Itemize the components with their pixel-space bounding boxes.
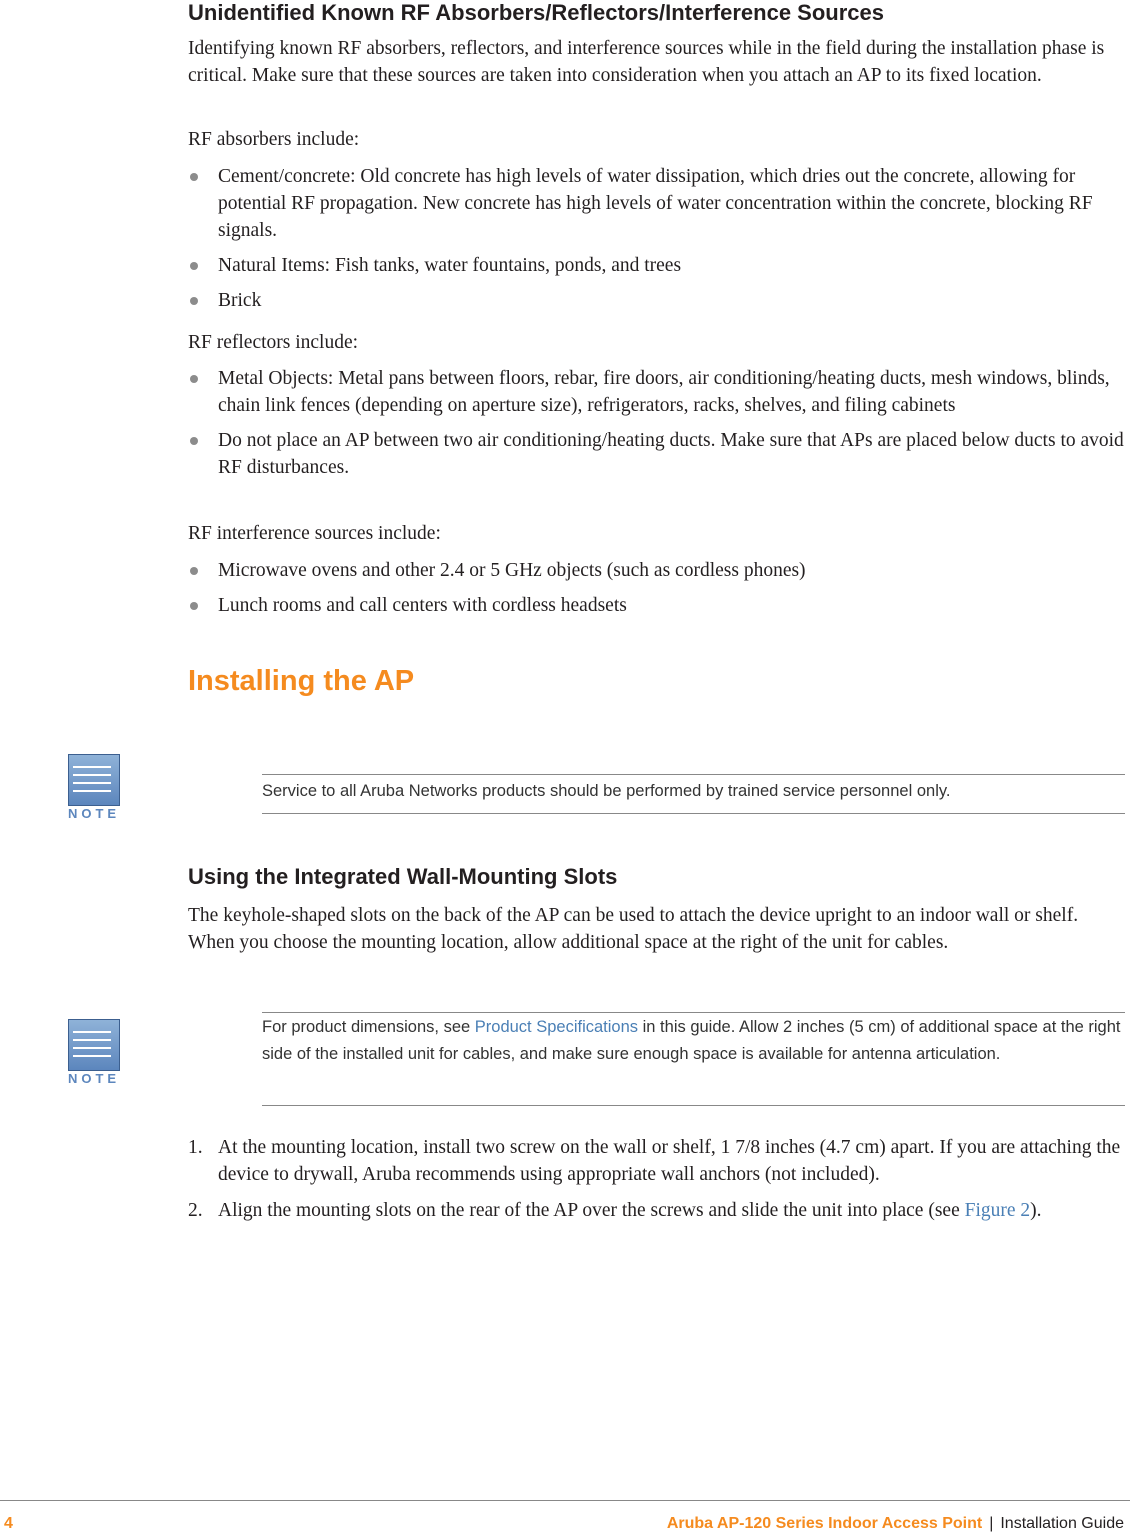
footer-doc-title: Aruba AP-120 Series Indoor Access Point | Installation Guide [666, 1515, 1124, 1532]
note-icon: NOTE [66, 1019, 122, 1089]
section-heading-wall-mount: Using the Integrated Wall-Mounting Slots [188, 864, 618, 889]
bullet-icon [190, 437, 198, 445]
list-item: Brick [188, 287, 1125, 314]
figure-2-link[interactable]: Figure 2 [964, 1200, 1031, 1221]
bullet-icon [190, 173, 198, 181]
interference-list [188, 557, 1125, 619]
note-dimensions: For product dimensions, see Product Specifications in this guide. Allow 2 inches (5 cm) of additional space at the right side of the installed unit for cables, and make sure enough space is available for antenna articulation. [262, 1012, 1125, 1106]
bullet-icon [190, 262, 198, 270]
bullet-icon [190, 567, 198, 575]
reflectors-label: RF reflectors include: [188, 332, 359, 353]
page-number: 4 [4, 1515, 13, 1532]
list-item: Do not place an AP between two air conditioning/heating ducts. Make sure that APs are placed below ducts to avoid RF disturbances. [188, 427, 1125, 481]
absorbers-list [188, 163, 1125, 314]
list-item: Lunch rooms and call centers with cordless headsets [188, 592, 1125, 619]
bullet-icon [190, 297, 198, 305]
bullet-icon [190, 602, 198, 610]
rf-sources-intro: Identifying known RF absorbers, reflectors, and interference sources while in the field during the installation phase is critical. Make sure that these sources are taken into consideration when you attach an AP to its fixed location. [188, 38, 1105, 86]
reflectors-list [188, 365, 1125, 481]
list-item: Cement/concrete: Old concrete has high levels of water dissipation, which dries out the concrete, allowing for potential RF propagation. New concrete has high levels of water concentration within the concrete, blocking RF signals. [188, 163, 1125, 244]
list-item: Natural Items: Fish tanks, water fountains, ponds, and trees [188, 252, 1125, 279]
list-item: Microwave ovens and other 2.4 or 5 GHz objects (such as cordless phones) [188, 557, 1125, 584]
section-heading-installing: Installing the AP [188, 665, 415, 697]
bullet-icon [190, 375, 198, 383]
list-item: 1. At the mounting location, install two screw on the wall or shelf, 1 7/8 inches (4.7 cm) apart. If you are attaching the device to drywall, Aruba recommends using appropriate wall anchors (not included). [188, 1137, 1121, 1185]
list-item: Metal Objects: Metal pans between floors, rebar, fire doors, air conditioning/heating ducts, mesh windows, blinds, chain link fences (depending on aperture size), refrigerators, racks, shelves, and filing cabinets [188, 365, 1125, 419]
footer-divider [0, 1500, 1130, 1501]
mounting-steps [188, 1134, 1125, 1224]
list-item: 2. Align the mounting slots on the rear of the AP over the screws and slide the unit into place (see Figure 2). [188, 1200, 1042, 1221]
note-icon: NOTE [66, 754, 122, 824]
product-specifications-link[interactable]: Product Specifications [474, 1018, 639, 1036]
note-service: Service to all Aruba Networks products should be performed by trained service personnel only. [262, 774, 1125, 814]
interference-label: RF interference sources include: [188, 523, 441, 544]
section-heading-rf-sources: Unidentified Known RF Absorbers/Reflectors/Interference Sources [188, 0, 884, 25]
absorbers-label: RF absorbers include: [188, 129, 360, 150]
wall-mount-intro: The keyhole-shaped slots on the back of the AP can be used to attach the device upright to an indoor wall or shelf. When you choose the mounting location, allow additional space at the right of the unit for cables. [188, 905, 1079, 953]
